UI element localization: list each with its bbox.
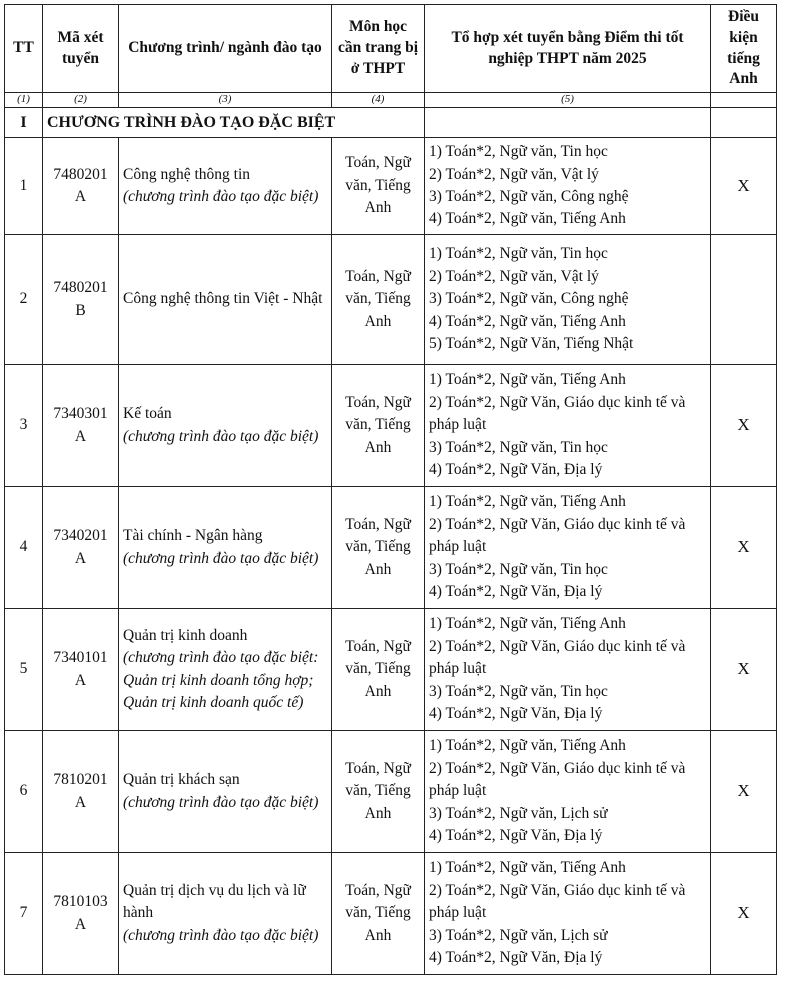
section-title: CHƯƠNG TRÌNH ĐÀO TẠO ĐẶC BIỆT	[43, 108, 425, 138]
row-english: X	[711, 487, 777, 609]
table-row	[5, 235, 777, 365]
row-code: 7480201 B	[43, 235, 119, 365]
program-name: Công nghệ thông tin	[123, 165, 251, 183]
row-tt: 5	[5, 609, 43, 731]
program-name: Quản trị khách sạn	[123, 771, 240, 789]
combination-item: 2) Toán*2, Ngữ Văn, Giáo dục kinh tế và pháp luật	[429, 393, 686, 434]
row-combinations	[425, 365, 711, 487]
row-combinations	[425, 731, 711, 853]
table-row	[5, 365, 777, 487]
row-subject: Toán, Ngữ văn, Tiếng Anh	[332, 853, 425, 975]
section-number: I	[5, 108, 43, 138]
row-subject: Toán, Ngữ văn, Tiếng Anh	[332, 138, 425, 235]
row-code: 7340201 A	[43, 487, 119, 609]
combination-item: 1) Toán*2, Ngữ văn, Tiếng Anh	[429, 859, 626, 877]
row-program	[119, 365, 332, 487]
combination-item: 4) Toán*2, Ngữ Văn, Địa lý	[429, 461, 603, 479]
combination-item: 2) Toán*2, Ngữ Văn, Giáo dục kinh tế và pháp luật	[429, 759, 686, 800]
combination-item: 3) Toán*2, Ngữ văn, Tin học	[429, 560, 608, 578]
col-number: (4)	[332, 93, 425, 108]
row-subject: Toán, Ngữ văn, Tiếng Anh	[332, 731, 425, 853]
row-english: X	[711, 609, 777, 731]
combination-item: 1) Toán*2, Ngữ văn, Tiếng Anh	[429, 371, 626, 389]
row-program	[119, 487, 332, 609]
section-row	[5, 108, 777, 138]
row-combinations	[425, 138, 711, 235]
section-empty-cell	[711, 108, 777, 138]
program-name: Quản trị kinh doanh	[123, 626, 248, 644]
row-combinations	[425, 853, 711, 975]
program-note: (chương trình đào tạo đặc biệt: Quản trị kinh doanh tổng hợp; Quản trị kinh doanh quốc tế)	[123, 649, 319, 711]
table-row	[5, 138, 777, 235]
table-row	[5, 609, 777, 731]
program-name: Kế toán	[123, 405, 172, 423]
header-english: Điều kiện tiếng Anh	[711, 5, 777, 93]
col-number: (2)	[43, 93, 119, 108]
col-number: (5)	[425, 93, 711, 108]
combination-item: 2) Toán*2, Ngữ văn, Vật lý	[429, 165, 599, 183]
row-english: X	[711, 365, 777, 487]
combination-item: 4) Toán*2, Ngữ Văn, Địa lý	[429, 827, 603, 845]
combination-item: 4) Toán*2, Ngữ Văn, Địa lý	[429, 705, 603, 723]
row-subject: Toán, Ngữ văn, Tiếng Anh	[332, 235, 425, 365]
combination-item: 3) Toán*2, Ngữ văn, Công nghệ	[429, 290, 629, 308]
program-note: (chương trình đào tạo đặc biệt)	[123, 926, 319, 944]
header-tt: TT	[5, 5, 43, 93]
row-combinations	[425, 609, 711, 731]
combination-item: 3) Toán*2, Ngữ văn, Tin học	[429, 438, 608, 456]
program-name: Tài chính - Ngân hàng	[123, 527, 263, 545]
combination-item: 3) Toán*2, Ngữ văn, Tin học	[429, 682, 608, 700]
combination-item: 3) Toán*2, Ngữ văn, Lịch sử	[429, 804, 608, 822]
column-number-row	[5, 93, 777, 108]
admission-table	[4, 4, 777, 975]
row-tt: 2	[5, 235, 43, 365]
row-combinations	[425, 235, 711, 365]
program-name: Quản trị dịch vụ du lịch và lữ hành	[123, 881, 306, 922]
combination-item: 3) Toán*2, Ngữ văn, Công nghệ	[429, 188, 629, 205]
row-tt: 1	[5, 138, 43, 235]
col-number	[711, 93, 777, 108]
row-program	[119, 853, 332, 975]
header-row	[5, 5, 777, 93]
row-code: 7480201 A	[43, 138, 119, 235]
combination-item: 2) Toán*2, Ngữ văn, Vật lý	[429, 267, 599, 285]
program-note: (chương trình đào tạo đặc biệt)	[123, 188, 319, 205]
row-english: X	[711, 853, 777, 975]
combination-item: 4) Toán*2, Ngữ văn, Tiếng Anh	[429, 210, 626, 228]
combination-item: 1) Toán*2, Ngữ văn, Tiếng Anh	[429, 493, 626, 511]
combination-item: 4) Toán*2, Ngữ Văn, Địa lý	[429, 949, 603, 967]
combination-item: 4) Toán*2, Ngữ văn, Tiếng Anh	[429, 312, 626, 330]
program-note: (chương trình đào tạo đặc biệt)	[123, 549, 319, 567]
header-combination: Tổ hợp xét tuyển bằng Điểm thi tốt nghiệp THPT năm 2025	[425, 5, 711, 93]
col-number: (3)	[119, 93, 332, 108]
combination-item: 1) Toán*2, Ngữ văn, Tiếng Anh	[429, 615, 626, 633]
combination-item: 1) Toán*2, Ngữ văn, Tin học	[429, 245, 608, 263]
header-code: Mã xét tuyển	[43, 5, 119, 93]
row-tt: 3	[5, 365, 43, 487]
row-code: 7340301 A	[43, 365, 119, 487]
table-body	[5, 93, 777, 975]
row-subject: Toán, Ngữ văn, Tiếng Anh	[332, 609, 425, 731]
row-code: 7810103 A	[43, 853, 119, 975]
table-row	[5, 487, 777, 609]
table-row	[5, 731, 777, 853]
combination-item: 5) Toán*2, Ngữ Văn, Tiếng Nhật	[429, 335, 634, 353]
row-combinations	[425, 487, 711, 609]
program-note: (chương trình đào tạo đặc biệt)	[123, 427, 319, 445]
row-subject: Toán, Ngữ văn, Tiếng Anh	[332, 487, 425, 609]
combination-item: 2) Toán*2, Ngữ Văn, Giáo dục kinh tế và pháp luật	[429, 881, 686, 922]
table-row	[5, 853, 777, 975]
section-empty-cell	[425, 108, 711, 138]
row-program	[119, 138, 332, 235]
header-program: Chương trình/ ngành đào tạo	[119, 5, 332, 93]
combination-item: 4) Toán*2, Ngữ Văn, Địa lý	[429, 583, 603, 601]
combination-item: 1) Toán*2, Ngữ văn, Tin học	[429, 143, 608, 161]
program-note: (chương trình đào tạo đặc biệt)	[123, 793, 319, 811]
row-program	[119, 731, 332, 853]
row-tt: 7	[5, 853, 43, 975]
row-english: X	[711, 731, 777, 853]
row-tt: 6	[5, 731, 43, 853]
row-code: 7810201 A	[43, 731, 119, 853]
row-tt: 4	[5, 487, 43, 609]
row-subject: Toán, Ngữ văn, Tiếng Anh	[332, 365, 425, 487]
combination-item: 3) Toán*2, Ngữ văn, Lịch sử	[429, 926, 608, 944]
program-name: Công nghệ thông tin Việt - Nhật	[123, 290, 323, 308]
combination-item: 1) Toán*2, Ngữ văn, Tiếng Anh	[429, 737, 626, 755]
row-english	[711, 235, 777, 365]
col-number: (1)	[5, 93, 43, 108]
row-code: 7340101 A	[43, 609, 119, 731]
row-program	[119, 235, 332, 365]
row-program	[119, 609, 332, 731]
row-english: X	[711, 138, 777, 235]
header-subject: Môn học cần trang bị ở THPT	[332, 5, 425, 93]
combination-item: 2) Toán*2, Ngữ Văn, Giáo dục kinh tế và pháp luật	[429, 637, 686, 678]
combination-item: 2) Toán*2, Ngữ Văn, Giáo dục kinh tế và pháp luật	[429, 515, 686, 556]
